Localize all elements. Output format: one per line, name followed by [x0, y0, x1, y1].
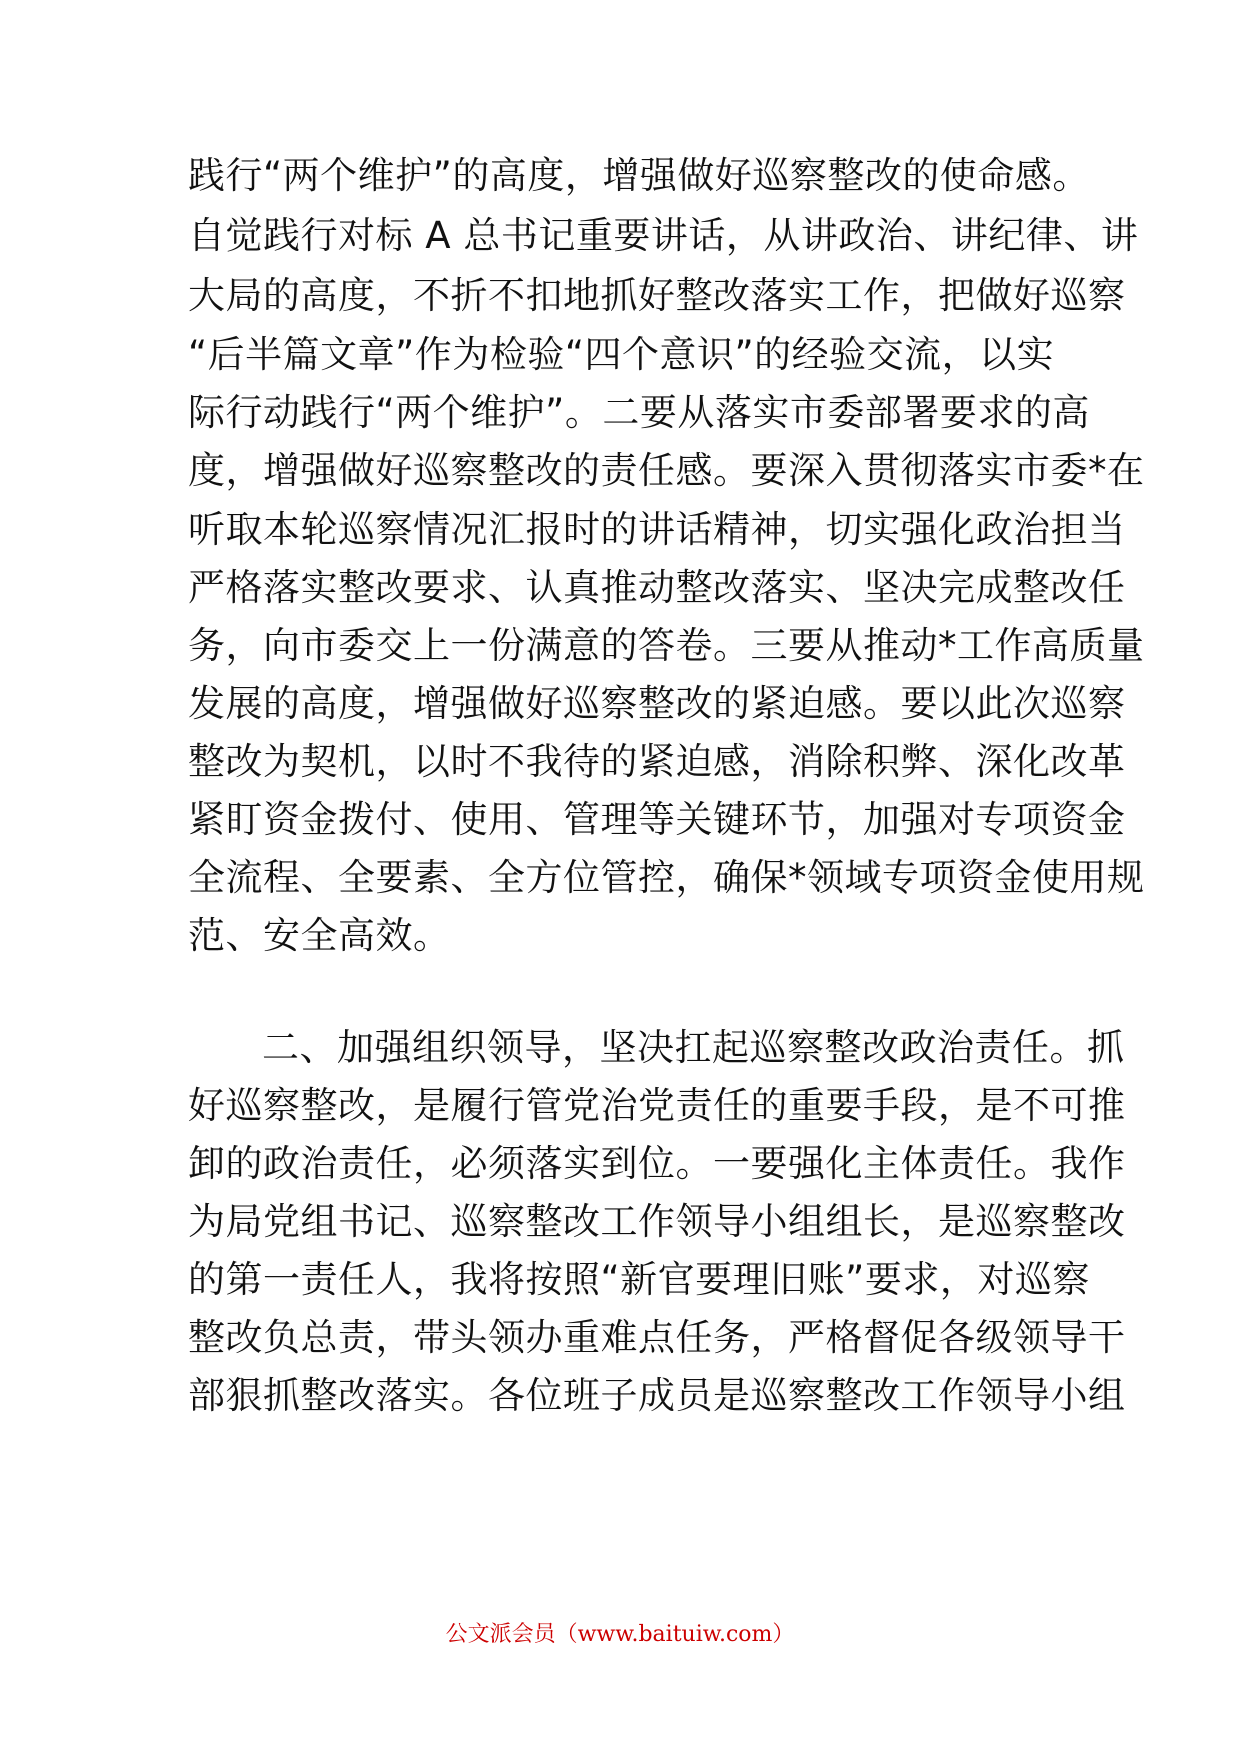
text-line: 全流程、全要素、全方位管控，确保*领域专项资金使用规: [188, 856, 1145, 899]
text-line: 严格落实整改要求、认真推动整改落实、坚决完成整改任: [188, 566, 1126, 609]
text-line: 务，向市委交上一份满意的答卷。三要从推动*工作高质量: [188, 624, 1145, 667]
text-line: “后半篇文章”作为检验“四个意识”的经验交流，以实: [188, 333, 1055, 376]
text-line: 际行动践行“两个维护”。二要从落实市委部署要求的高: [188, 391, 1090, 434]
text-line: 范、安全高效。: [188, 914, 451, 957]
text-line: 听取本轮巡察情况汇报时的讲话精神，切实强化政治担当: [188, 508, 1126, 551]
text-line: 部狠抓整改落实。各位班子成员是巡察整改工作领导小组: [188, 1374, 1126, 1417]
text-line: 大局的高度，不折不扣地抓好整改落实工作，把做好巡察: [188, 274, 1126, 317]
text-line: 卸的政治责任，必须落实到位。一要强化主体责任。我作: [188, 1142, 1126, 1185]
text-line: 的第一责任人，我将按照“新官要理旧账”要求，对巡察: [188, 1258, 1090, 1301]
text-line: 发展的高度，增强做好巡察整改的紧迫感。要以此次巡察: [188, 682, 1126, 725]
text-line: 自觉践行对标 A 总书记重要讲话，从讲政治、讲纪律、讲: [188, 214, 1139, 257]
footer-watermark: 公文派会员（www.baituiw.com）: [445, 1622, 795, 1647]
text-line: 度，增强做好巡察整改的责任感。要深入贯彻落实市委*在: [188, 449, 1145, 492]
text-line: 整改为契机，以时不我待的紧迫感，消除积弊、深化改革: [188, 740, 1126, 783]
text-line: 紧盯资金拨付、使用、管理等关键环节，加强对专项资金: [188, 798, 1126, 841]
text-line: 二、加强组织领导，坚决扛起巡察整改政治责任。抓: [262, 1026, 1125, 1069]
text-line: 整改负总责，带头领办重难点任务，严格督促各级领导干: [188, 1316, 1126, 1359]
text-line: 为局党组书记、巡察整改工作领导小组组长，是巡察整改: [188, 1200, 1126, 1243]
text-line: 好巡察整改，是履行管党治党责任的重要手段，是不可推: [188, 1084, 1126, 1127]
text-line: 践行“两个维护”的高度，增强做好巡察整改的使命感。: [188, 154, 1090, 197]
